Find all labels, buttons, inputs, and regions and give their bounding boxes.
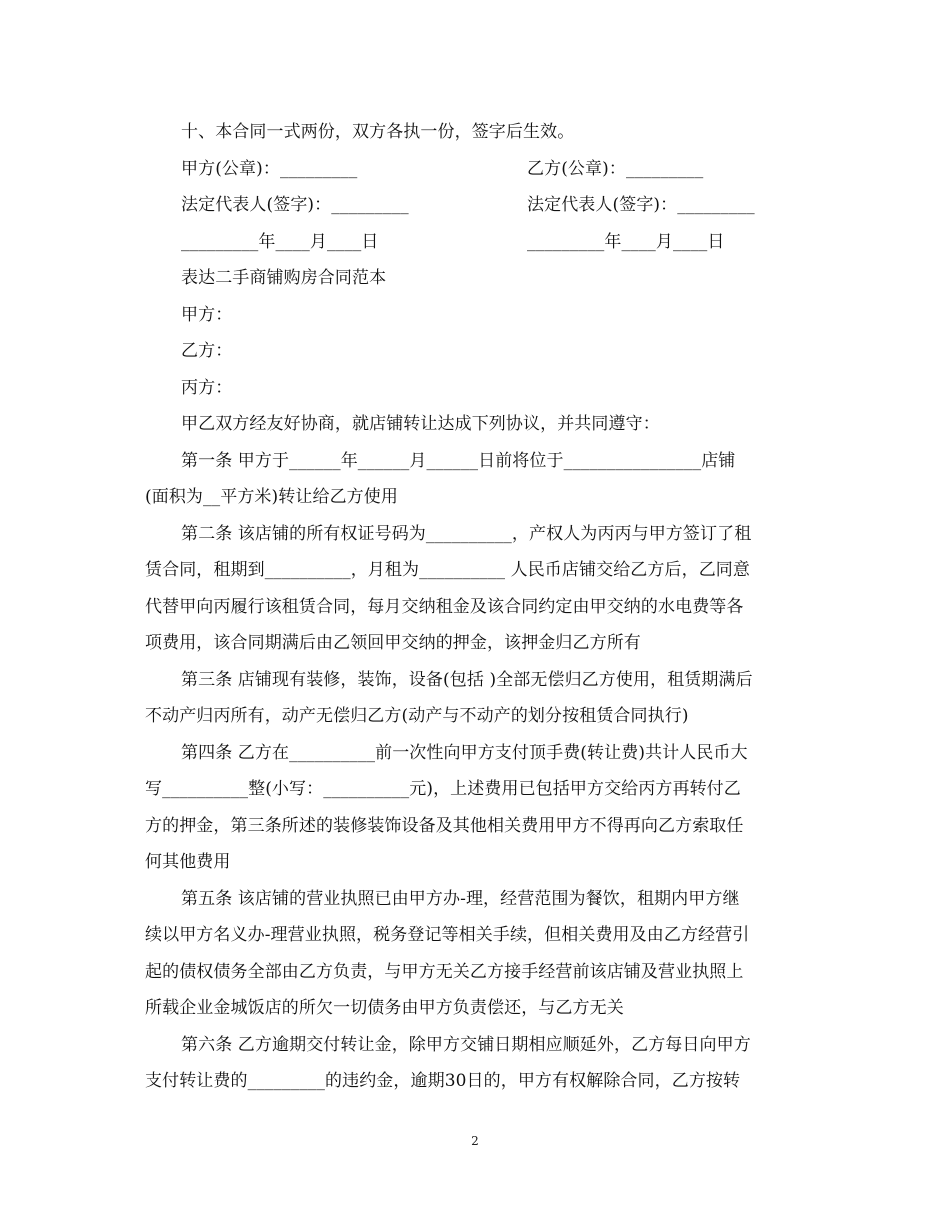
article-4-line-4: 何其他费用 <box>145 852 231 872</box>
article-2-line-2: 赁合同，租期到__________，月租为__________ 人民币店铺交给乙方后，乙同意 <box>145 560 751 580</box>
party-a-date: _________年____月____日 <box>181 231 379 252</box>
signature-rep-row <box>145 187 810 224</box>
party-a-representative: 法定代表人(签字)：_________ <box>181 195 409 215</box>
article-4-line-1: 第四条 乙方在__________前一次性向甲方支付顶手费(转让费)共计人民币大 <box>181 742 748 763</box>
article-2-line-4: 项费用，该合同期满后由乙领回甲交纳的押金，该押金归乙方所有 <box>145 633 641 653</box>
article-4-line-2: 写__________整(小写：__________元)，上述费用已包括甲方交给丙方再转付乙 <box>145 779 741 799</box>
article-1-line-2: (面积为__平方米)转让给乙方使用 <box>145 487 398 507</box>
article-2-line-1: 第二条 该店铺的所有权证号码为__________，产权人为丙丙与甲方签订了租 <box>181 523 752 544</box>
signature-date-row <box>145 224 810 261</box>
party-b-representative: 法定代表人(签字)：_________ <box>527 195 755 215</box>
document-title: 表达二手商铺购房合同范本 <box>181 268 387 288</box>
party-b-label: 乙方： <box>181 341 233 361</box>
document-body <box>145 114 810 1100</box>
article-2-line-3: 代替甲向丙履行该租赁合同，每月交纳租金及该合同约定由甲交纳的水电费等各 <box>145 596 744 617</box>
preamble: 甲乙双方经友好协商，就店铺转让达成下列协议，并共同遵守： <box>181 414 660 434</box>
article-5-line-2: 续以甲方名义办-理营业执照，税务登记等相关手续，但相关费用及由乙方经营引 <box>145 925 750 945</box>
article-4-line-3: 方的押金，第三条所述的装修装饰设备及其他相关费用甲方不得再向乙方索取任 <box>145 815 744 836</box>
party-a-label: 甲方： <box>181 304 233 325</box>
party-c-label: 丙方： <box>181 377 233 398</box>
signature-seal-row <box>145 151 810 188</box>
article-3-line-2: 不动产归丙所有，动产无偿归乙方(动产与不动产的划分按租赁合同执行) <box>145 706 689 726</box>
article-5-line-4: 所载企业金城饭店的所欠一切债务由甲方负责偿还，与乙方无关 <box>145 998 624 1018</box>
party-b-seal: 乙方(公章)：_________ <box>527 158 704 179</box>
closing-clause: 十、本合同一式两份，双方各执一份，签字后生效。 <box>181 122 575 142</box>
article-6-line-1: 第六条 乙方逾期交付转让金，除甲方交铺日期相应顺延外，乙方每日向甲方 <box>181 1034 751 1055</box>
article-5-line-3: 起的债权债务全部由乙方负责，与甲方无关乙方接手经营前该店铺及营业执照上 <box>145 961 744 982</box>
article-1-line-1: 第一条 甲方于______年______月______日前将位于________________店铺 <box>181 450 736 471</box>
article-3-line-1: 第三条 店铺现有装修，装饰，设备(包括 )全部无偿归乙方使用，租赁期满后 <box>181 669 753 690</box>
party-a-seal: 甲方(公章)：_________ <box>181 158 358 179</box>
page-number: 2 <box>471 1134 479 1148</box>
article-6-line-2: 支付转让费的_________的违约金，逾期30日的，甲方有权解除合同，乙方按转 <box>145 1071 741 1091</box>
article-5-line-1: 第五条 该店铺的营业执照已由甲方办-理，经营范围为餐饮，租期内甲方继 <box>181 888 740 909</box>
party-b-date: _________年____月____日 <box>527 231 725 252</box>
